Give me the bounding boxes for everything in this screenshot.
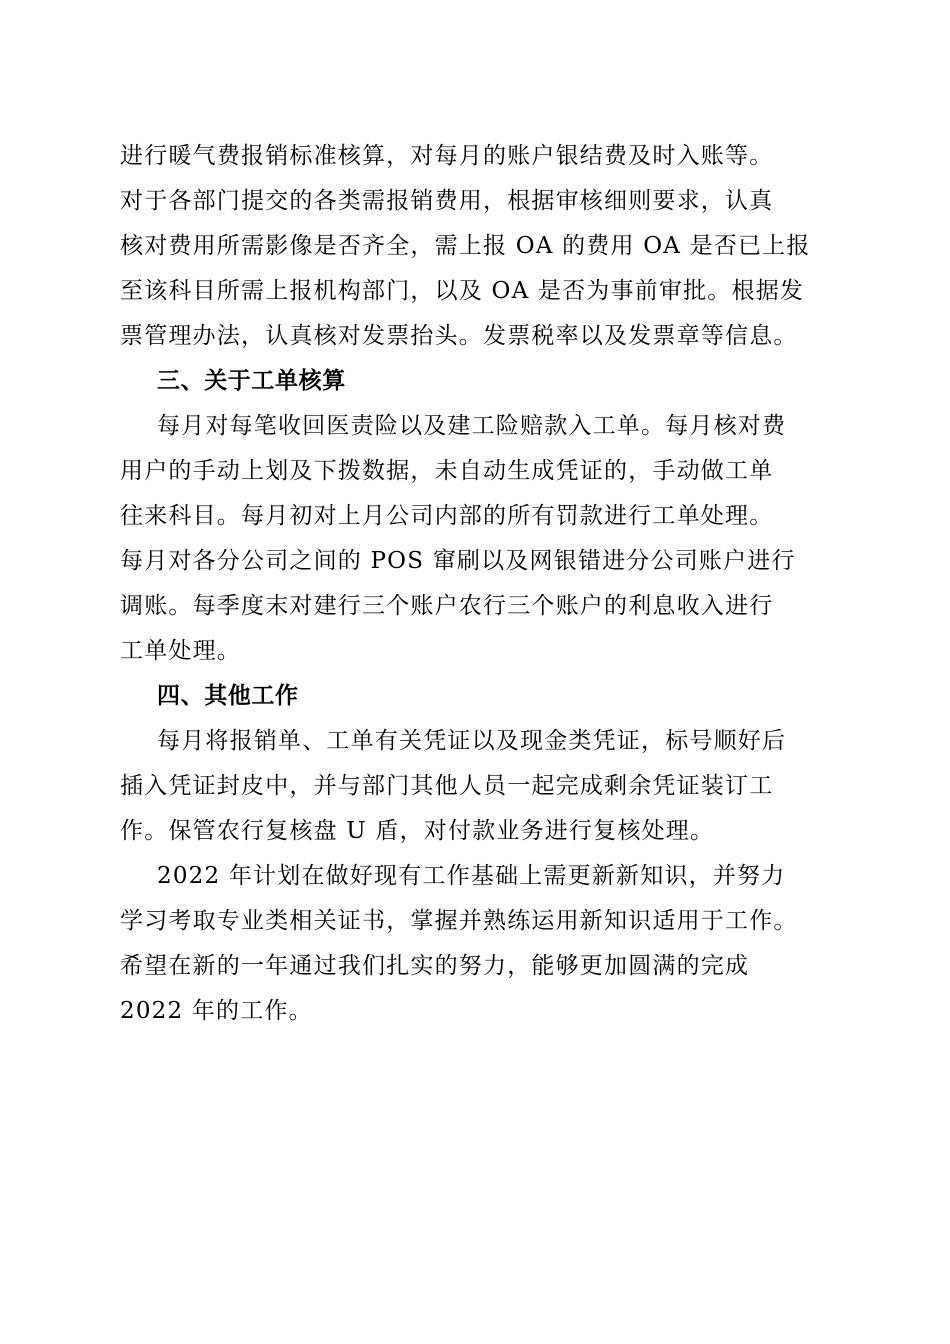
text-line: 工单处理。 [120, 638, 241, 664]
text-line: 票管理办法，认真核对发票抬头。发票税率以及发票章等信息。 [120, 323, 798, 349]
text-line: 每月对各分公司之间的 POS 窜刷以及网银错进分公司账户进行 [120, 548, 796, 574]
text-line: 对于各部门提交的各类需报销费用，根据审核细则要求，认真 [120, 188, 774, 214]
text-line: 希望在新的一年通过我们扎实的努力，能够更加圆满的完成 [120, 953, 750, 979]
text-line: 至该科目所需上报机构部门，以及 OA 是否为事前审批。根据发 [120, 278, 805, 304]
section-heading: 四、其他工作 [157, 683, 299, 709]
text-line: 2022 年的工作。 [120, 998, 313, 1024]
text-line: 插入凭证封皮中，并与部门其他人员一起完成剩余凭证装订工 [120, 773, 774, 799]
text-line: 进行暖气费报销标准核算，对每月的账户银结费及时入账等。 [120, 143, 774, 169]
text-line: 2022 年计划在做好现有工作基础上需更新新知识，并努力 [157, 863, 786, 889]
text-line: 核对费用所需影像是否齐全，需上报 OA 的费用 OA 是否已上报 [120, 233, 811, 259]
text-line: 作。保管农行复核盘 U 盾，对付款业务进行复核处理。 [120, 818, 715, 844]
text-line: 调账。每季度末对建行三个账户农行三个账户的利息收入进行 [120, 593, 774, 619]
section-heading: 三、关于工单核算 [157, 368, 346, 394]
text-line: 每月将报销单、工单有关凭证以及现金类凭证，标号顺好后 [157, 728, 787, 754]
text-line: 每月对每笔收回医责险以及建工险赔款入工单。每月核对费 [157, 413, 787, 439]
text-line: 学习考取专业类相关证书，掌握并熟练运用新知识适用于工作。 [120, 908, 798, 934]
text-line: 用户的手动上划及下拨数据，未自动生成凭证的，手动做工单 [120, 458, 774, 484]
text-line: 往来科目。每月初对上月公司内部的所有罚款进行工单处理。 [120, 503, 774, 529]
